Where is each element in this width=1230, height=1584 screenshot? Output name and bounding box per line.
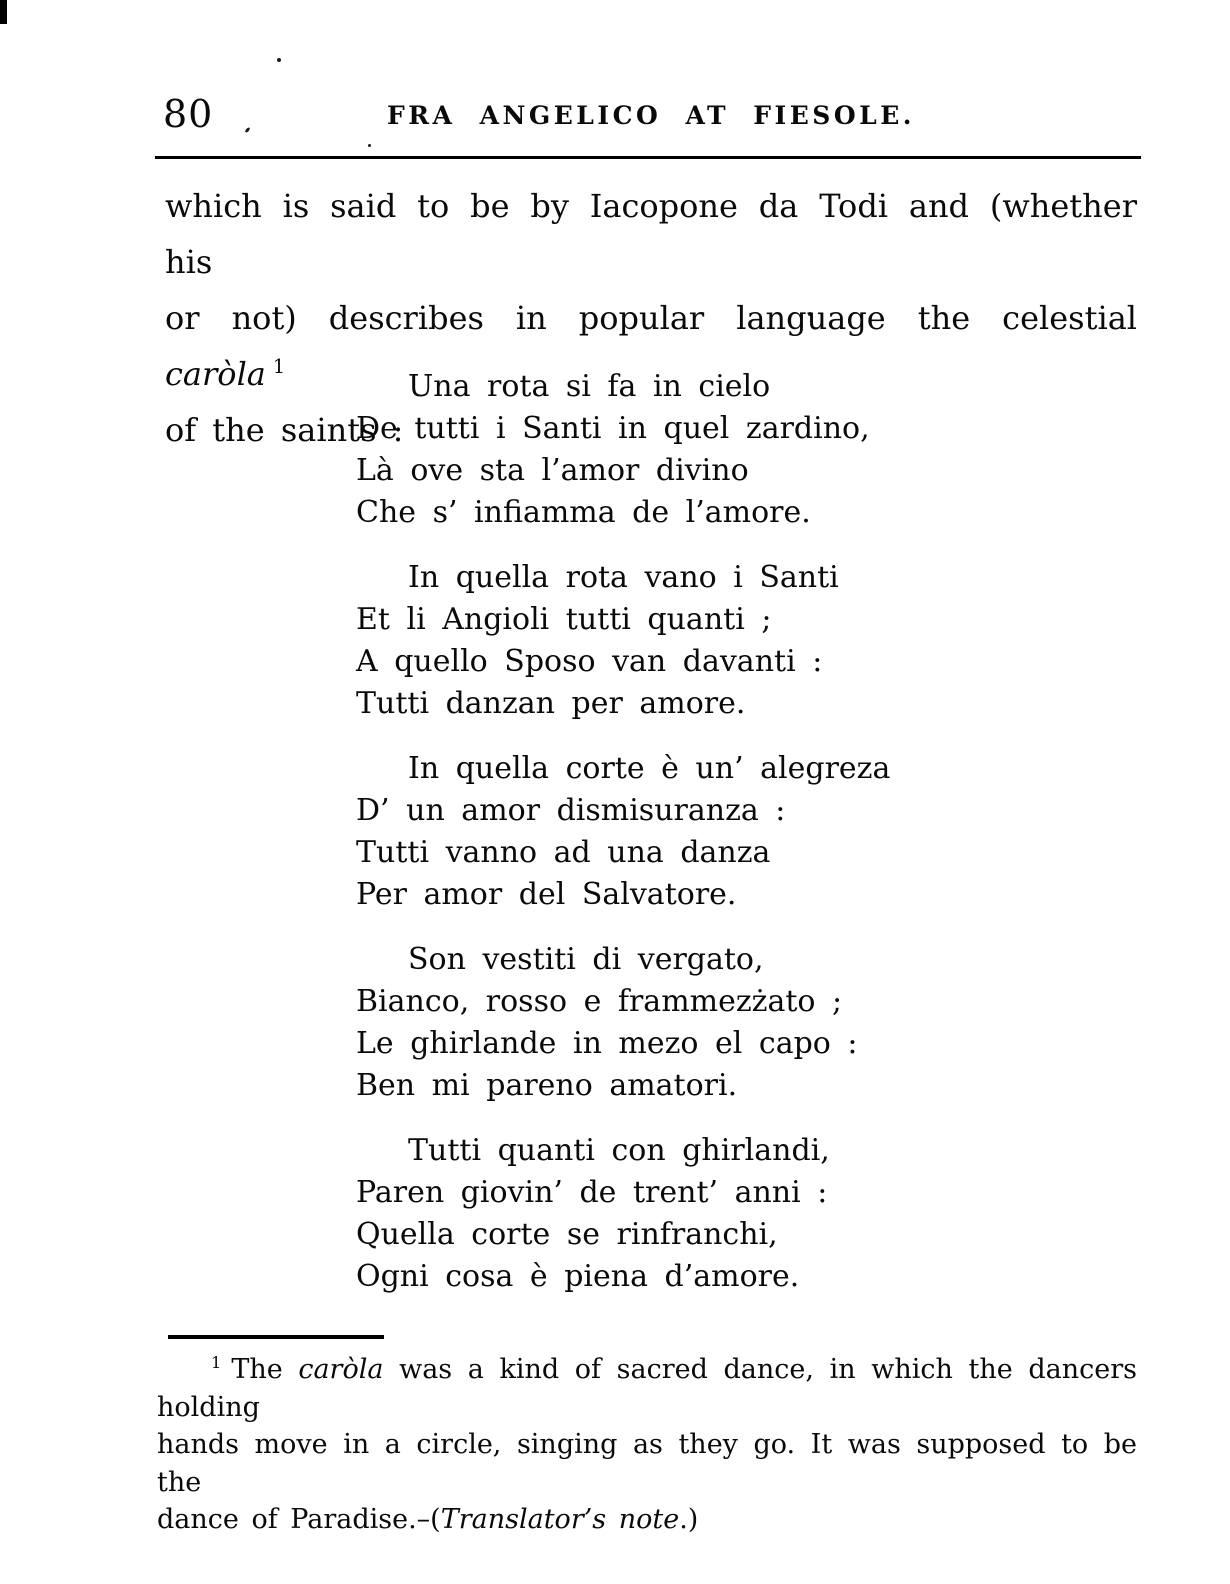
footnote-line-1 — [157, 1351, 1137, 1426]
intro-text: which is said to be by Iacopone da Todi and (whether his — [165, 187, 1137, 281]
footnote-line-3 — [157, 1501, 1137, 1539]
poem-line: Là ove sta l’amor divino — [356, 453, 749, 488]
footnote-text: dance of Paradise.–( — [157, 1504, 441, 1535]
poem-line: In quella corte è un’ alegreza — [408, 751, 891, 786]
poem-line: D’ un amor dismisuranza : — [356, 793, 786, 828]
poem-line: Ogni cosa è piena d’amore. — [356, 1259, 800, 1294]
poem-line: Paren giovin’ de trent’ anni : — [356, 1175, 828, 1210]
footnote-text: hands move in a circle, singing as they go. It was supposed to be the — [157, 1429, 1137, 1498]
poem-line: A quello Sposo van davanti : — [356, 644, 823, 679]
running-title: FRA ANGELICO AT FIESOLE. — [387, 101, 915, 130]
footnote-marker: 1 — [211, 1353, 222, 1372]
poem-line: Tutti quanti con ghirlandi, — [408, 1133, 830, 1168]
poem-line: Che s’ infiamma de l’amore. — [356, 495, 811, 530]
scan-artifact-corner — [0, 0, 7, 24]
footnote-rule — [168, 1335, 384, 1339]
poem-line: In quella rota vano i Santi — [408, 560, 839, 595]
poem — [356, 366, 976, 1321]
footnote-text: .) — [679, 1504, 699, 1535]
italic-term-carola: caròla — [298, 1354, 384, 1385]
poem-stanza-5 — [356, 1130, 976, 1298]
poem-line: Una rota si fa in cielo — [408, 369, 771, 404]
translators-note-label: Translator’s note — [440, 1504, 680, 1535]
footnote-reference-marker: 1 — [272, 355, 286, 379]
poem-line: Le ghirlande in mezo el capo : — [356, 1026, 858, 1061]
intro-text: or not) describes in popular language the celestial — [165, 299, 1137, 337]
poem-line: Et li Angioli tutti quanti ; — [356, 602, 772, 637]
poem-line: Tutti vanno ad una danza — [356, 835, 771, 870]
footnote — [157, 1351, 1137, 1539]
poem-stanza-1 — [356, 366, 976, 534]
scan-speck — [277, 58, 281, 62]
footnote-text: was a kind of sacred dance, in which the dancers holding — [157, 1354, 1138, 1423]
page-number: 80 — [163, 92, 214, 136]
poem-line: Quella corte se rinfranchi, — [356, 1217, 778, 1252]
poem-stanza-2 — [356, 557, 976, 725]
poem-stanza-4 — [356, 939, 976, 1107]
poem-line: Son vestiti di vergato, — [408, 942, 764, 977]
poem-line: Tutti danzan per amore. — [356, 686, 746, 721]
poem-line: Bianco, rosso e frammezżato ; — [356, 984, 843, 1019]
intro-line-1 — [165, 178, 1137, 290]
poem-line: Per amor del Salvatore. — [356, 877, 737, 912]
footnote-text: The — [231, 1354, 299, 1385]
intro-text: of the saints : — [165, 411, 404, 449]
poem-line: Ben mi pareno amatori. — [356, 1068, 738, 1103]
poem-line: De tutti i Santi in quel zardino, — [356, 411, 870, 446]
italic-term-carola: caròla — [165, 355, 266, 393]
footnote-line-2 — [157, 1426, 1137, 1501]
poem-stanza-3 — [356, 748, 976, 916]
header-rule — [155, 156, 1141, 159]
scan-speck — [368, 144, 371, 147]
